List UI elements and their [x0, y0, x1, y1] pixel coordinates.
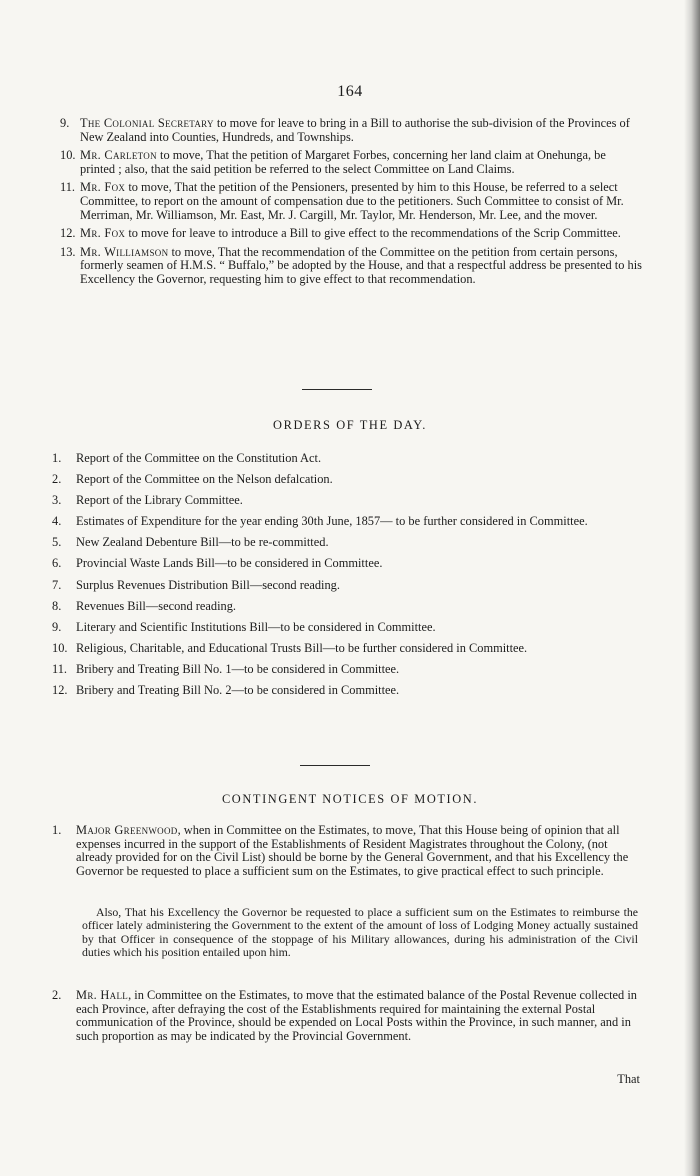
contingent-mover: Mr. Hall	[76, 988, 129, 1002]
order-item	[0, 473, 700, 487]
notice-text: to move for leave to bring in a Bill to authorise the sub-division of the Provinces of New Zealand into Counties, Hundreds, and Townships.	[80, 116, 630, 144]
order-number: 1.	[52, 451, 62, 465]
order-number: 3.	[52, 493, 62, 508]
order-number: 12.	[52, 683, 68, 698]
order-item	[0, 621, 700, 635]
orders-list	[0, 452, 700, 705]
catchword: That	[617, 1072, 640, 1086]
order-text: Report of the Library Committee.	[76, 493, 243, 508]
order-item	[0, 642, 700, 656]
page-number: 164	[337, 83, 363, 100]
notice-item	[0, 117, 700, 144]
order-text: Bribery and Treating Bill No. 1—to be considered in Committee.	[76, 661, 400, 676]
notice-item	[0, 246, 700, 287]
also-paragraph: Also, That his Excellency the Governor be requested to place a sufficient sum on the Estimates to reimburse the officer lately administering the Government to the extent of the amount of loss of Lodging Money actually sustained by that Officer in consequence of the stoppage of his Military allowances, during his administration of the Civil duties which his position entailed upon him.	[82, 905, 638, 959]
order-text: Provincial Waste Lands Bill—to be considered in Committee.	[76, 556, 383, 571]
notice-text: to move, That the petition of the Pensioners, presented by him to this House, be referred to a select Committee, to report on the amount of compensation due to the petitioners. Such Committee to consist of Mr. Merriman, Mr. Williamson, Mr. East, Mr. J. Cargill, Mr. Taylor, Mr. Henderson, Mr. Lee, and the mover.	[80, 180, 624, 222]
notice-item	[0, 181, 700, 222]
contingent-item	[0, 989, 700, 1043]
order-number: 10.	[52, 640, 68, 655]
notice-mover: Mr. Carleton	[80, 148, 157, 163]
notice-mover: Mr. Williamson	[80, 244, 169, 259]
order-item	[0, 663, 700, 677]
contingent-heading: CONTINGENT NOTICES OF MOTION.	[221, 792, 479, 806]
order-text: Literary and Scientific Institutions Bill—to be considered in Committee.	[76, 619, 436, 634]
notice-number: 10.	[60, 148, 76, 163]
order-item	[0, 494, 700, 508]
notice-number: 12.	[60, 226, 76, 241]
notice-text: to move, That the petition of Margaret Forbes, concerning her land claim at Onehunga, be printed ; also, that the said petition be referred to the select Committee on Land Claims.	[80, 148, 606, 176]
order-number: 6.	[52, 556, 62, 571]
order-item	[0, 557, 700, 571]
contingent-number: 1.	[52, 823, 62, 837]
section-divider	[300, 765, 370, 766]
notices-list	[0, 117, 700, 292]
order-number: 7.	[52, 577, 62, 592]
notice-mover: Mr. Fox	[80, 226, 126, 241]
order-text: Revenues Bill—second reading.	[76, 598, 237, 613]
notice-text: to move for leave to introduce a Bill to give effect to the recommendations of the Scrip Committee.	[125, 226, 621, 241]
contingent-number: 2.	[52, 988, 62, 1002]
order-text: Bribery and Treating Bill No. 2—to be considered in Committee.	[76, 683, 400, 698]
order-text: New Zealand Debenture Bill—to be re-committed.	[76, 535, 329, 550]
contingent-list	[0, 824, 700, 878]
notice-text: to move, That the recommendation of the Committee on the petition from certain persons, formerly seamen of H.M.S. “ Buffalo,” be adopted by the House, and that a respectful address be presented to his Excellency the Governor, requesting him to give effect to that recommendation.	[80, 244, 643, 286]
order-item	[0, 515, 700, 529]
order-item	[0, 600, 700, 614]
contingent-mover: Major Greenwood	[76, 823, 178, 837]
notice-number: 13.	[60, 244, 76, 259]
orders-heading: ORDERS OF THE DAY.	[273, 418, 427, 432]
order-item	[0, 579, 700, 593]
notice-number: 11.	[60, 180, 76, 195]
order-number: 5.	[52, 535, 62, 550]
order-text: Report of the Committee on the Nelson defalcation.	[76, 472, 333, 487]
contingent-text: , in Committee on the Estimates, to move that the estimated balance of the Postal Revenue collected in each Province, after defraying the cost of the Establishments required for maintaining the external Postal communication of the Province, should be expended on Local Posts within the Province, in such manner, and in such proportion as may be indicated by the Provincial Government.	[76, 988, 637, 1043]
order-text: Religious, Charitable, and Educational Trusts Bill—to be further considered in Committee.	[76, 640, 528, 655]
order-number: 9.	[52, 619, 62, 634]
notice-mover: The Colonial Secretary	[80, 116, 214, 130]
order-item	[0, 452, 700, 466]
order-number: 8.	[52, 598, 62, 613]
contingent-item	[0, 824, 700, 878]
notice-item	[0, 149, 700, 176]
order-number: 4.	[52, 514, 62, 529]
order-text: Surplus Revenues Distribution Bill—second reading.	[76, 577, 340, 592]
contingent-text: , when in Committee on the Estimates, to move, That this House being of opinion that all expenses incurred in the support of the Establishments of Resident Magistrates throughout the Colony, (not already provided for on the Civil List) should be borne by the General Government, and that his Excellency the Governor be requested to place a sufficient sum on the Estimates, to give practical effect to such principle.	[76, 823, 629, 878]
order-text: Report of the Committee on the Constitution Act.	[76, 451, 322, 465]
section-divider	[302, 389, 372, 390]
notice-item	[0, 227, 700, 241]
order-number: 2.	[52, 472, 62, 487]
order-text: Estimates of Expenditure for the year ending 30th June, 1857— to be further considered in Committee.	[76, 514, 588, 529]
notice-mover: Mr. Fox	[80, 180, 126, 195]
order-item	[0, 684, 700, 698]
contingent-list-2	[0, 989, 700, 1043]
order-item	[0, 536, 700, 550]
notice-number: 9.	[60, 116, 70, 130]
order-number: 11.	[52, 661, 68, 676]
